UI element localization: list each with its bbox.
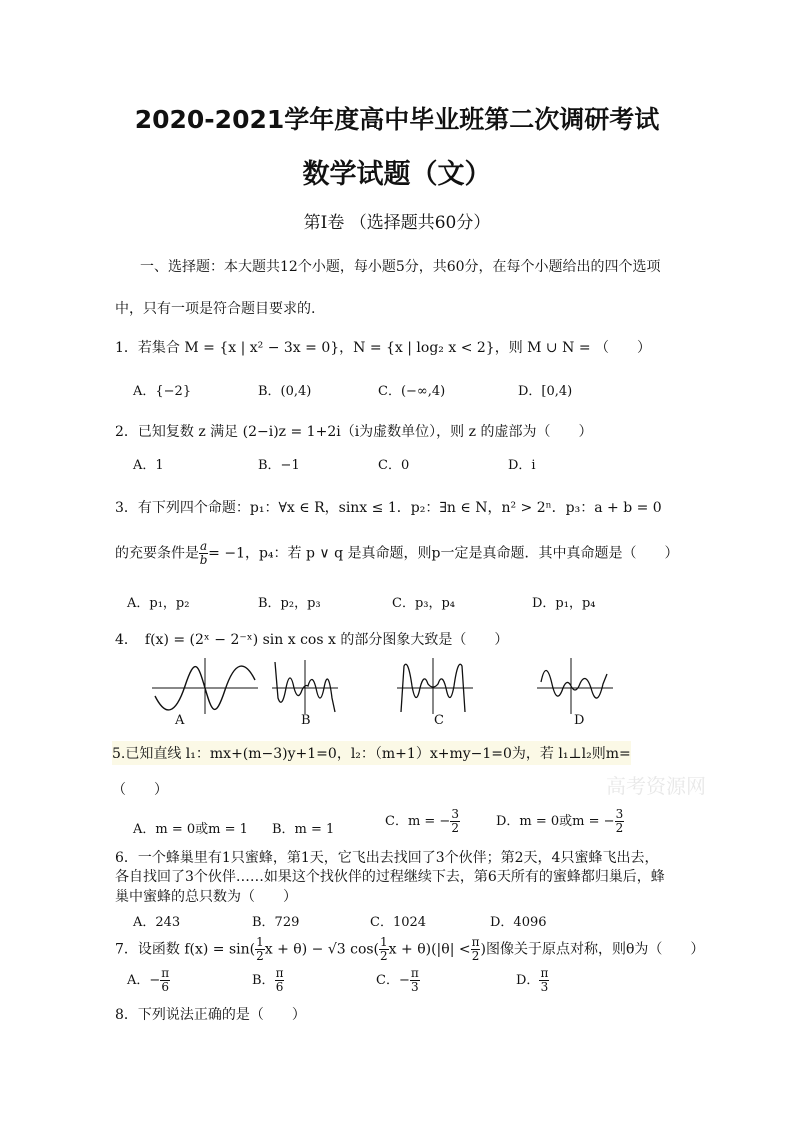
question-3-option-c[interactable]: C．p₃，p₄	[392, 596, 456, 611]
graph-option-a[interactable]	[150, 656, 260, 716]
question-7-option-b[interactable]	[252, 967, 284, 994]
section-heading: 第Ⅰ卷 （选择题共60分）	[303, 213, 491, 233]
question-6-option-c[interactable]: C．1024	[370, 915, 427, 930]
question-6-option-a[interactable]: A．243	[133, 915, 181, 930]
fraction-pi-over-two	[471, 936, 481, 963]
question-1-stem: 1．若集合 M = {x | x² − 3x = 0}，N = {x | log₂ x < 2}，则 M ∪ N = （ ）	[115, 340, 651, 356]
fraction-numerator: π	[161, 966, 170, 980]
fraction-denominator: 2	[471, 949, 480, 963]
instructions-line-2: 中，只有一项是符合题目要求的.	[115, 301, 316, 317]
fraction-three-halves	[615, 808, 625, 835]
fraction-pi-over-six	[275, 967, 285, 994]
question-7-stem-part-2: x + θ) − √3 cos(	[264, 941, 380, 958]
graph-label-d: D	[574, 713, 585, 728]
fraction-pi-over-six	[160, 967, 170, 994]
fraction-one-half	[379, 936, 389, 963]
fraction-denominator: 3	[540, 980, 549, 994]
option-a-prefix: A．−	[127, 973, 161, 988]
question-6-line-2: 各自找回了3个伙伴……如果这个找伙伴的过程继续下去，第6天所有的蜜蜂都归巢后，蜂	[115, 869, 665, 885]
fraction-numerator: 1	[380, 935, 388, 949]
exam-title: 2020-2021学年度高中毕业班第二次调研考试	[134, 105, 660, 134]
question-7-stem-part-3: x + θ)(|θ| <	[388, 941, 471, 958]
watermark-logo: 高考资源网	[606, 774, 706, 798]
question-2-option-d[interactable]: D．i	[508, 458, 536, 473]
question-3-line-1: 3．有下列四个命题：p₁：∀x ∈ R，sinx ≤ 1．p₂：∃n ∈ N，n² > 2ⁿ．p₃：a + b = 0	[115, 500, 662, 516]
question-3-option-d[interactable]: D．p₁，p₄	[532, 596, 596, 611]
fraction-numerator: π	[410, 966, 419, 980]
question-5-option-c[interactable]	[385, 808, 460, 835]
fraction-pi-over-three	[539, 967, 549, 994]
fraction-numerator: π	[471, 935, 480, 949]
fraction-numerator: a	[200, 539, 208, 553]
option-d-prefix: D．m = 0或m = −	[496, 814, 615, 829]
fraction-denominator: 6	[275, 980, 284, 994]
fraction-denominator: 2	[451, 821, 459, 835]
option-b-prefix: B．	[252, 973, 275, 988]
graph-label-a: A	[175, 713, 185, 728]
question-6-option-b[interactable]: B．729	[252, 915, 300, 930]
option-c-prefix: C．−	[376, 973, 410, 988]
question-3-option-a[interactable]: A．p₁，p₂	[127, 596, 190, 611]
exam-subtitle: 数学试题（文）	[302, 159, 492, 190]
question-5-option-a[interactable]: A．m = 0或m = 1	[133, 822, 248, 837]
question-3-line-2	[115, 540, 678, 567]
fraction-denominator: 3	[410, 980, 419, 994]
question-3-option-b[interactable]: B．p₂，p₃	[258, 596, 321, 611]
option-d-prefix: D．	[516, 973, 540, 988]
question-3-line-2-prefix: 的充要条件是	[115, 545, 199, 562]
fraction-three-halves	[450, 808, 460, 835]
question-5-stem: 5.已知直线 l₁：mx+(m−3)y+1=0，l₂：（m+1）x+my−1=0为，若 l₁⊥l₂则m=	[112, 741, 631, 765]
fraction-numerator: 3	[615, 807, 624, 821]
question-2-option-a[interactable]: A．1	[133, 458, 164, 473]
question-1-option-a[interactable]: A．{−2}	[133, 384, 192, 399]
graph-label-b: B	[301, 713, 311, 728]
fraction-numerator: π	[275, 966, 284, 980]
question-4-stem: 4． f(x) = (2ˣ − 2⁻ˣ) sin x cos x 的部分图象大致是（ ）	[115, 632, 509, 648]
fraction-denominator: 2	[380, 949, 388, 963]
question-2-option-c[interactable]: C．0	[378, 458, 410, 473]
option-c-prefix: C．m = −	[385, 814, 451, 829]
fraction-numerator: 1	[256, 935, 264, 949]
question-2-option-b[interactable]: B．−1	[258, 458, 300, 473]
question-7-stem-part-1: 7．设函数 f(x) = sin(	[115, 941, 256, 958]
fraction-a-over-b	[199, 540, 208, 567]
question-1-option-d[interactable]: D．[0,4)	[518, 384, 573, 399]
graph-label-c: C	[434, 713, 444, 728]
fraction-denominator: 6	[161, 980, 170, 994]
question-3-line-2-suffix: = −1，p₄：若 p ∨ q 是真命题，则p一定是真命题．其中真命题是（ ）	[208, 545, 679, 562]
fraction-numerator: π	[540, 966, 549, 980]
fraction-one-half	[255, 936, 265, 963]
question-7-option-d[interactable]	[516, 967, 549, 994]
question-1-option-b[interactable]: B．(0,4)	[258, 384, 312, 399]
question-7-option-a[interactable]	[127, 967, 170, 994]
question-6-line-3: 巢中蜜蜂的总只数为（ ）	[115, 889, 297, 905]
instructions-line-1: 一、选择题：本大题共12个小题，每小题5分，共60分，在每个小题给出的四个选项	[140, 259, 661, 275]
fraction-denominator: 2	[256, 949, 264, 963]
fraction-denominator: 2	[615, 821, 624, 835]
fraction-denominator: b	[199, 553, 208, 567]
graph-option-c[interactable]	[395, 656, 475, 716]
fraction-pi-over-three	[410, 967, 420, 994]
question-5-option-b[interactable]: B．m = 1	[272, 822, 335, 837]
graph-option-b[interactable]	[270, 658, 340, 716]
question-1-option-c[interactable]: C．(−∞,4)	[378, 384, 446, 399]
graph-option-d[interactable]	[535, 656, 615, 716]
fraction-numerator: 3	[451, 807, 459, 821]
question-5-option-d[interactable]	[496, 808, 624, 835]
question-7-stem	[115, 936, 704, 963]
question-6-line-1: 6．一个蜂巢里有1只蜜蜂，第1天，它飞出去找回了3个伙伴；第2天，4只蜜蜂飞出去，	[115, 850, 659, 866]
question-8-stem: 8．下列说法正确的是（ ）	[115, 1007, 306, 1023]
question-2-stem: 2．已知复数 z 满足 (2−i)z = 1+2i（i为虚数单位），则 z 的虚部为（ ）	[115, 424, 593, 440]
question-7-option-c[interactable]	[376, 967, 420, 994]
question-7-stem-part-4: )图像关于原点对称，则θ为（ ）	[480, 941, 705, 958]
question-5-paren: （ ）	[112, 782, 168, 798]
question-6-option-d[interactable]: D．4096	[490, 915, 547, 930]
